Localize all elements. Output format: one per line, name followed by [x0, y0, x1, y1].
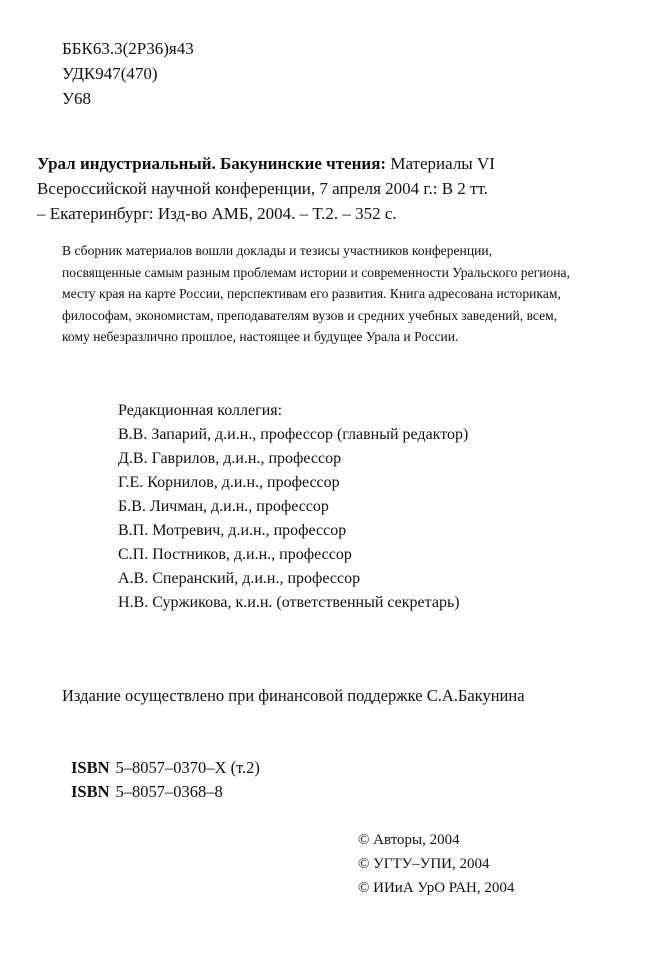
funding-text: Издание осуществлено при финансовой поддержке С.А.Бакунина: [62, 686, 525, 705]
annotation-line: философам, экономистам, преподавателям вузов и средних учебных заведений, всем,: [62, 307, 558, 323]
annotation-line: посвященные самым разным проблемам истории и современности Уральского региона,: [62, 264, 570, 280]
annotation-line: кому небезразлично прошлое, настоящее и будущее Урала и России.: [62, 329, 459, 344]
isbn-label: ISBN: [71, 782, 110, 801]
editorial-board-heading: Редакционная коллегия:: [118, 402, 283, 419]
board-member: Б.В. Личман, д.и.н., профессор: [118, 498, 329, 515]
isbn-line: [71, 780, 260, 804]
board-member: В.В. Запарий, д.и.н., профессор (главный редактор): [118, 426, 469, 443]
bbk-code: ББК63.3(2Р36)я43: [62, 39, 194, 58]
copyright-block: [358, 828, 514, 900]
board-member: В.П. Мотревич, д.и.н., профессор: [118, 522, 347, 539]
isbn-value: 5–8057–0370–Х (т.2): [115, 758, 260, 777]
biblio-line-3: – Екатеринбург: Изд-во АМБ, 2004. – Т.2. – 352 с.: [37, 204, 397, 223]
editorial-board: [118, 399, 468, 615]
board-member: С.П. Постников, д.и.н., профессор: [118, 546, 352, 563]
biblio-line-2: Всероссийской научной конференции, 7 апреля 2004 г.: В 2 тт.: [37, 179, 488, 198]
classification-block: [62, 36, 194, 111]
annotation-line: В сборник материалов вошли доклады и тезисы участников конференции,: [62, 243, 493, 258]
isbn-line: [71, 756, 260, 780]
isbn-value: 5–8057–0368–8: [115, 782, 223, 801]
bibliographic-description: [37, 151, 627, 226]
author-mark: У68: [62, 89, 92, 108]
annotation-line: месту края на карте России, перспективам его развития. Книга адресована историкам,: [62, 286, 561, 301]
biblio-line-1: [37, 151, 627, 176]
board-member: Д.В. Гаврилов, д.и.н., профессор: [118, 450, 342, 467]
board-member: Г.Е. Корнилов, д.и.н., профессор: [118, 474, 340, 491]
annotation: [62, 240, 570, 348]
board-member: А.В. Сперанский, д.и.н., профессор: [118, 570, 361, 587]
copyright-line: © УГТУ–УПИ, 2004: [358, 856, 490, 872]
copyright-line: © Авторы, 2004: [358, 832, 460, 848]
board-member: Н.В. Суржикова, к.и.н. (ответственный секретарь): [118, 594, 460, 611]
biblio-line-1-rest: Материалы VI: [390, 154, 495, 173]
funding-note: [62, 684, 525, 708]
isbn-block: [71, 756, 260, 804]
udk-code: УДК947(470): [62, 64, 158, 83]
isbn-label: ISBN: [71, 758, 110, 777]
book-title: Урал индустриальный. Бакунинские чтения:: [37, 154, 387, 173]
copyright-line: © ИИиА УрО РАН, 2004: [358, 880, 515, 896]
